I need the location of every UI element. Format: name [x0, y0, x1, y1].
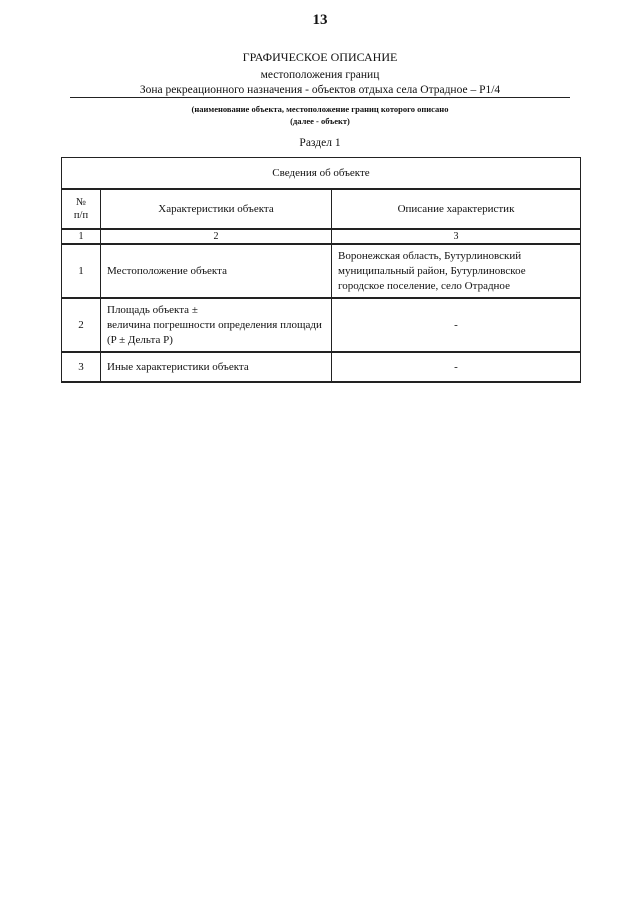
object-info-table	[61, 157, 581, 383]
row-num: 3	[62, 352, 101, 382]
document-subtitle: местоположения границ	[260, 69, 380, 81]
row-description: Воронежская область, Бутурлиновский муниципальный район, Бутурлиновское городское поселение, село Отрадное	[332, 244, 581, 298]
row-num: 1	[62, 244, 101, 298]
header-num	[62, 189, 101, 229]
column-number: 3	[332, 229, 581, 244]
header-num-line1: №	[75, 197, 87, 208]
header-num-line2: п/п	[73, 210, 89, 221]
section-title: Раздел 1	[299, 137, 341, 149]
table-caption-row	[62, 158, 581, 190]
header-description: Описание характеристик	[332, 189, 581, 229]
object-name: Зона рекреационного назначения - объектов отдыха села Отрадное – Р1/4	[70, 84, 570, 98]
row-description: -	[332, 298, 581, 352]
header-characteristics: Характеристики объекта	[101, 189, 332, 229]
table-header-row	[62, 189, 581, 229]
table-caption: Сведения об объекте	[62, 158, 581, 190]
column-number: 1	[62, 229, 101, 244]
object-caption-line2: (далее - объект)	[290, 116, 350, 126]
table-row	[62, 352, 581, 382]
document-title: ГРАФИЧЕСКОЕ ОПИСАНИЕ	[242, 50, 398, 64]
row-characteristic-line1: Площадь объекта ±	[107, 303, 198, 316]
row-characteristic: Иные характеристики объекта	[101, 352, 332, 382]
object-caption	[0, 103, 640, 127]
table-row	[62, 244, 581, 298]
object-caption-line1: (наименование объекта, местоположение границ которого описано	[191, 104, 449, 114]
column-number: 2	[101, 229, 332, 244]
table-row	[62, 298, 581, 352]
row-characteristic: Местоположение объекта	[101, 244, 332, 298]
row-description: -	[332, 352, 581, 382]
column-numbers-row	[62, 229, 581, 244]
row-num: 2	[62, 298, 101, 352]
row-characteristic-line2: величина погрешности определения площади (P ± Дельта P)	[107, 318, 322, 346]
row-characteristic	[101, 298, 332, 352]
page-number: 13	[312, 12, 328, 28]
